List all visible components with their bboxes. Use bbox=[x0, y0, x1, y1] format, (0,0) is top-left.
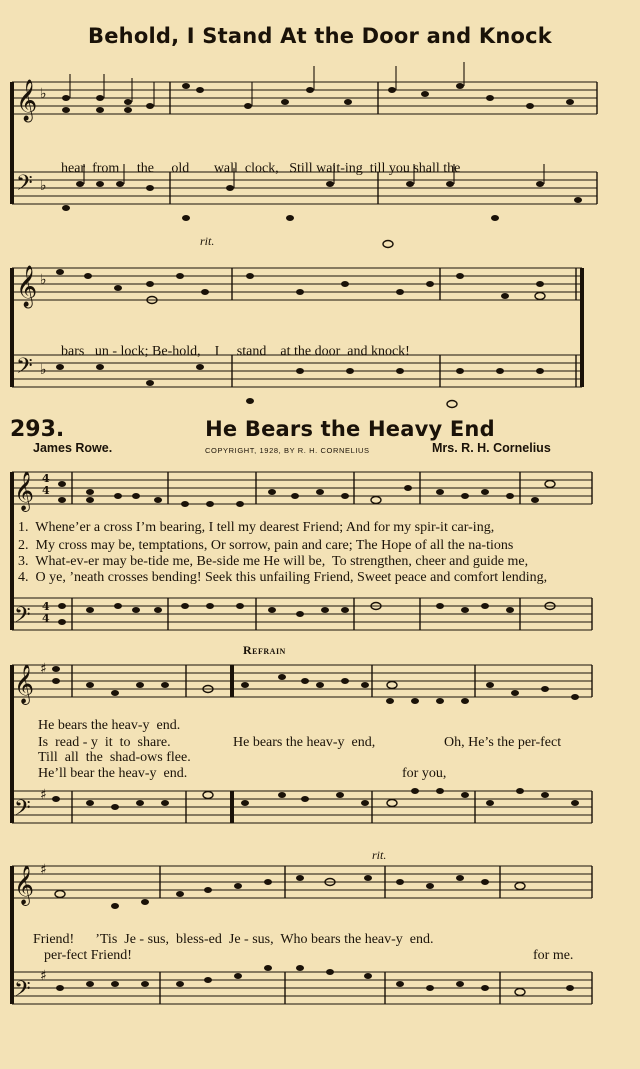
refrain-line-1: He bears the heav-y end, bbox=[233, 735, 376, 750]
svg-text:♯: ♯ bbox=[40, 968, 47, 984]
treble-clef-icon: 𝄞 bbox=[14, 471, 35, 511]
top-lyric-line-2: bars un - lock; Be-hold, I stand at the door and knock! bbox=[61, 344, 410, 359]
refrain-line-1b: Oh, He’s the per-fect bbox=[444, 735, 562, 750]
top-system-2 bbox=[0, 240, 640, 410]
refrain-for-me: for me. bbox=[533, 948, 574, 963]
treble-clef-icon: 𝄞 bbox=[16, 266, 38, 307]
copyright-notice: COPYRIGHT, 1928, BY R. H. CORNELIUS bbox=[205, 446, 370, 455]
svg-text:♭: ♭ bbox=[40, 178, 47, 194]
svg-text:4: 4 bbox=[42, 472, 50, 485]
svg-text:♯: ♯ bbox=[40, 862, 47, 878]
top-system-1 bbox=[0, 60, 640, 220]
verse-2-line-2: Is read - y it to share. bbox=[38, 735, 171, 750]
top-hymn-title: Behold, I Stand At the Door and Knock bbox=[88, 24, 552, 48]
svg-text:♯: ♯ bbox=[40, 787, 47, 803]
svg-text:♭: ♭ bbox=[40, 272, 47, 288]
svg-text:4: 4 bbox=[42, 612, 50, 625]
verse-1-line-1: 1. Whene’er a cross I’m bearing, I tell my dearest Friend; And for my spir-it car-ing, bbox=[18, 520, 495, 535]
top-lyric-line-1: hear from the old wall clock, Still wait-ing till you shall the bbox=[61, 161, 461, 176]
bass-clef-icon: 𝄢 bbox=[14, 603, 31, 633]
bass-clef-icon: 𝄢 bbox=[14, 796, 31, 826]
author-credit: James Rowe. bbox=[33, 441, 113, 455]
bass-clef-icon: 𝄢 bbox=[14, 977, 31, 1007]
verse-4-line-2: He’ll bear the heav-y end. bbox=[38, 766, 188, 781]
verse-3-line-1: 3. What-ev-er may be-tide me, Be-side me He will be, To strengthen, cheer and guide me, bbox=[18, 554, 529, 569]
svg-text:♯: ♯ bbox=[40, 661, 47, 677]
hymn-number: 293. bbox=[10, 417, 65, 442]
treble-clef-icon: 𝄞 bbox=[16, 80, 38, 121]
verse-3-line-2: Till all the shad-ows flee. bbox=[38, 750, 191, 765]
treble-clef-icon: 𝄞 bbox=[14, 664, 35, 704]
rit-marking-top: rit. bbox=[200, 234, 215, 248]
svg-text:4: 4 bbox=[42, 484, 50, 497]
refrain-line-2b: per-fect Friend! bbox=[44, 948, 132, 963]
svg-text:♭: ♭ bbox=[40, 362, 47, 378]
verse-2-line-1: 2. My cross may be, temptations, Or sorrow, pain and care; The Hope of all the na-tions bbox=[18, 538, 514, 553]
refrain-for-you: for you, bbox=[402, 766, 447, 781]
composer-credit: Mrs. R. H. Cornelius bbox=[432, 441, 551, 455]
refrain-label: Refrain bbox=[243, 643, 286, 657]
verse-4-line-1: 4. O ye, ’neath crosses bending! Seek this unfailing Friend, Sweet peace and comfort lending, bbox=[18, 570, 548, 585]
verse-1-line-2: He bears the heav-y end. bbox=[38, 718, 181, 733]
rit-marking-hymn: rit. bbox=[372, 848, 387, 862]
bass-clef-icon: 𝄢 bbox=[16, 354, 33, 384]
bass-clef-icon: 𝄢 bbox=[16, 171, 33, 201]
svg-text:4: 4 bbox=[42, 600, 50, 613]
hymn-title: He Bears the Heavy End bbox=[205, 417, 495, 441]
treble-clef-icon: 𝄞 bbox=[14, 865, 35, 905]
refrain-line-2: Friend! ’Tis Je - sus, bless-ed Je - sus, Who bears the heav-y end. bbox=[33, 932, 434, 947]
svg-text:♭: ♭ bbox=[40, 86, 47, 102]
